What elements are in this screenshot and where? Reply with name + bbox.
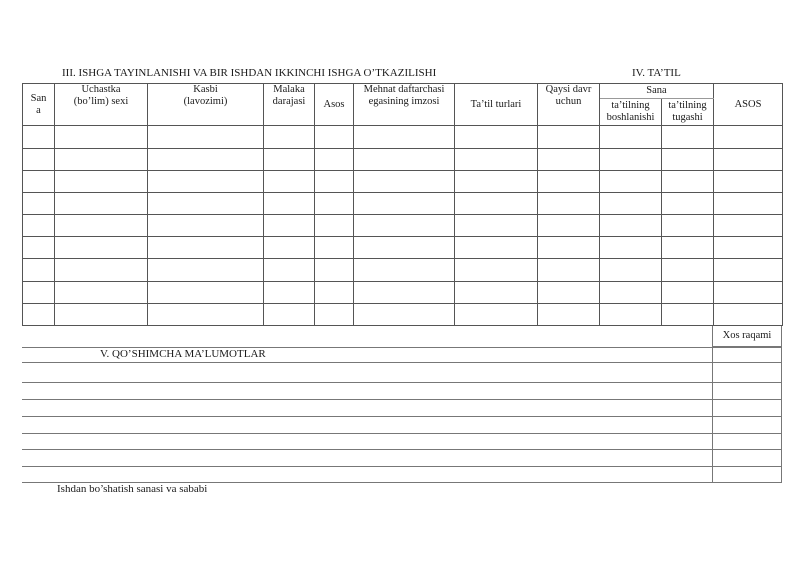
table-body [23,126,783,326]
table-cell[interactable] [55,303,148,325]
table-cell[interactable] [538,170,600,192]
col-mehnat-header: Mehnat daftarchasi egasining imzosi [354,84,455,126]
table-cell[interactable] [354,303,455,325]
table-cell[interactable] [714,126,783,148]
table-cell[interactable] [714,215,783,237]
table-cell[interactable] [148,192,264,214]
table-cell[interactable] [714,170,783,192]
table-cell[interactable] [55,148,148,170]
table-cell[interactable] [55,170,148,192]
table-cell[interactable] [23,237,55,259]
table-row [23,192,783,214]
table-cell[interactable] [662,215,714,237]
table-cell[interactable] [148,148,264,170]
table-cell[interactable] [662,148,714,170]
table-cell[interactable] [354,126,455,148]
table-cell[interactable] [662,192,714,214]
table-cell[interactable] [315,148,354,170]
table-cell[interactable] [714,148,783,170]
table-cell[interactable] [600,126,662,148]
table-cell[interactable] [315,237,354,259]
table-row [23,215,783,237]
table-row [23,126,783,148]
ruled-line[interactable] [22,416,782,417]
table-cell[interactable] [600,148,662,170]
ruled-line[interactable] [22,466,782,467]
table-cell[interactable] [23,303,55,325]
table-cell[interactable] [662,126,714,148]
table-cell[interactable] [455,170,538,192]
table-cell[interactable] [600,281,662,303]
table-cell[interactable] [354,259,455,281]
ruled-line[interactable] [22,449,782,450]
table-cell[interactable] [662,281,714,303]
table-cell[interactable] [538,281,600,303]
table-cell[interactable] [264,148,315,170]
table-row [23,259,783,281]
table-cell[interactable] [315,215,354,237]
col-sana-header: San a [23,84,55,126]
table-cell[interactable] [354,237,455,259]
dismissal-reason-label: Ishdan bo’shatish sanasi va sababi [57,483,208,495]
table-cell[interactable] [600,259,662,281]
table-row [23,303,783,325]
table-cell[interactable] [600,170,662,192]
ruled-line[interactable] [22,362,782,363]
table-cell[interactable] [23,170,55,192]
table-cell[interactable] [354,148,455,170]
table-cell[interactable] [538,215,600,237]
table-cell[interactable] [315,170,354,192]
table-row [23,170,783,192]
table-cell[interactable] [538,148,600,170]
table-cell[interactable] [455,148,538,170]
table-cell[interactable] [55,126,148,148]
table-cell[interactable] [55,259,148,281]
table-cell[interactable] [315,281,354,303]
table-cell[interactable] [714,192,783,214]
col-kasbi-header: Kasbi (lavozimi) [148,84,264,126]
table-cell[interactable] [455,259,538,281]
table-cell[interactable] [23,148,55,170]
table-cell[interactable] [148,281,264,303]
table-cell[interactable] [662,170,714,192]
table-cell[interactable] [455,303,538,325]
table-cell[interactable] [315,259,354,281]
table-cell[interactable] [55,192,148,214]
ruled-line[interactable] [22,433,782,434]
table-cell[interactable] [538,237,600,259]
table-cell[interactable] [148,126,264,148]
col-asos-caps-header: ASOS [714,84,783,126]
col-asos-header: Asos [315,84,354,126]
table-cell[interactable] [148,259,264,281]
table-cell[interactable] [55,215,148,237]
xos-column-right-border [781,347,782,482]
table-cell[interactable] [264,303,315,325]
table-cell[interactable] [264,237,315,259]
table-cell[interactable] [55,281,148,303]
table-cell[interactable] [148,215,264,237]
table-cell[interactable] [455,215,538,237]
table-cell[interactable] [600,303,662,325]
table-row [23,148,783,170]
table-cell[interactable] [148,303,264,325]
table-cell[interactable] [714,259,783,281]
col-boshlanishi-header: ta’tilning boshlanishi [600,99,662,126]
xos-column-left-border [712,347,713,482]
table-cell[interactable] [148,237,264,259]
table-cell[interactable] [714,281,783,303]
table-cell[interactable] [455,192,538,214]
table-cell[interactable] [455,237,538,259]
table-cell[interactable] [714,237,783,259]
table-cell[interactable] [354,215,455,237]
ruled-line[interactable] [22,347,782,348]
table-cell[interactable] [662,303,714,325]
section-3-title: III. ISHGA TAYINLANISHI VA BIR ISHDAN IKKINCHI ISHGA O’TKAZILISHI [62,67,437,79]
col-qaysi-davr-header: Qaysi davr uchun [538,84,600,126]
table-cell[interactable] [264,126,315,148]
xos-raqami-label: Xos raqami [712,326,782,347]
table-cell[interactable] [354,192,455,214]
table-cell[interactable] [23,281,55,303]
table-cell[interactable] [264,170,315,192]
employment-table [22,83,783,326]
section-5-title: V. QO’SHIMCHA MA’LUMOTLAR [100,348,266,360]
table-cell[interactable] [264,192,315,214]
table-cell[interactable] [455,126,538,148]
table-cell[interactable] [23,192,55,214]
table-cell[interactable] [714,303,783,325]
table-cell[interactable] [264,215,315,237]
table-cell[interactable] [662,259,714,281]
table-row [23,237,783,259]
table-cell[interactable] [538,126,600,148]
table-cell[interactable] [23,259,55,281]
table-cell[interactable] [600,237,662,259]
section-4-title: IV. TA’TIL [632,67,681,79]
table-cell[interactable] [148,170,264,192]
col-tatil-turlari-header: Ta’til turlari [455,84,538,126]
table-cell[interactable] [455,281,538,303]
table-cell[interactable] [538,259,600,281]
table-cell[interactable] [538,303,600,325]
table-cell[interactable] [23,215,55,237]
col-tugashi-header: ta’tilning tugashi [662,99,714,126]
table-cell[interactable] [55,237,148,259]
table-cell[interactable] [538,192,600,214]
table-cell[interactable] [264,259,315,281]
col-malaka-header: Malaka darajasi [264,84,315,126]
ruled-line[interactable] [22,382,782,383]
table-cell[interactable] [600,215,662,237]
ruled-line[interactable] [22,399,782,400]
table-cell[interactable] [315,192,354,214]
table-cell[interactable] [315,303,354,325]
col-sana-group-header: Sana [600,84,714,99]
table-cell[interactable] [662,237,714,259]
table-cell[interactable] [23,126,55,148]
table-cell[interactable] [315,126,354,148]
col-uchastka-header: Uchastka (bo’lim) sexi [55,84,148,126]
table-cell[interactable] [600,192,662,214]
table-cell[interactable] [354,170,455,192]
table-cell[interactable] [354,281,455,303]
table-row [23,281,783,303]
table-cell[interactable] [264,281,315,303]
